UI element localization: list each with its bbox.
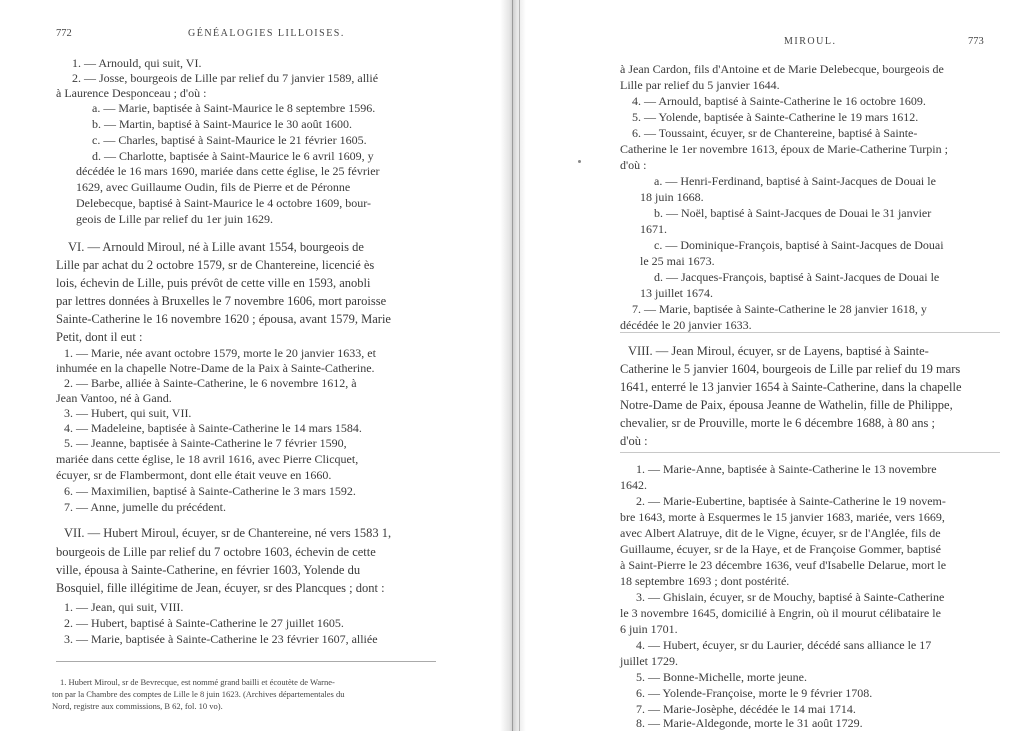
text-line: geois de Lille par relief du 1er juin 1629.: [76, 212, 273, 226]
text-line: 18 juin 1668.: [640, 190, 704, 204]
text-line: à Saint-Pierre le 23 décembre 1636, veuf d'Isabelle Delarue, mort le: [620, 558, 947, 572]
text-line: bre 1643, morte à Esquermes le 15 janvier 1683, mariée, vers 1669,: [620, 510, 945, 524]
text-line: Guillaume, écuyer, sr de la Haye, et de Françoise Gommer, baptisé: [620, 542, 941, 556]
text-line: 3. — Ghislain, écuyer, sr de Mouchy, baptisé à Sainte-Catherine: [636, 590, 945, 604]
text-line: juillet 1729.: [620, 654, 678, 668]
left-page: [0, 0, 508, 731]
text-line: à Jean Cardon, fils d'Antoine et de Marie Delebecque, bourgeois de: [620, 62, 944, 76]
text-line: 4. — Madeleine, baptisée à Sainte-Catherine le 14 mars 1584.: [64, 421, 362, 435]
page-speck: [578, 160, 581, 163]
text-line: écuyer, sr de Flambermont, dont elle était veuve en 1660.: [56, 468, 332, 482]
text-line: d. — Charlotte, baptisée à Saint-Maurice le 6 avril 1609, y: [92, 149, 374, 163]
text-line: 8. — Marie-Aldegonde, morte le 31 août 1729.: [636, 716, 863, 730]
text-line: 6 juin 1701.: [620, 622, 678, 636]
text-line: 2. — Hubert, baptisé à Sainte-Catherine le 27 juillet 1605.: [64, 616, 344, 630]
text-line: 5. — Bonne-Michelle, morte jeune.: [636, 670, 807, 684]
running-head-left: GÉNÉALOGIES LILLOISES.: [188, 28, 345, 39]
text-line: décédée le 16 mars 1690, mariée dans cette église, le 25 février: [76, 164, 380, 178]
text-line: b. — Martin, baptisé à Saint-Maurice le 30 août 1600.: [92, 117, 352, 131]
text-line: Sainte-Catherine le 16 novembre 1620 ; épousa, avant 1579, Marie: [56, 312, 391, 326]
text-line: 3. — Marie, baptisée à Sainte-Catherine le 23 février 1607, alliée: [64, 632, 378, 646]
text-line: 4. — Arnould, baptisé à Sainte-Catherine le 16 octobre 1609.: [632, 94, 926, 108]
text-line: 6. — Maximilien, baptisé à Sainte-Catherine le 3 mars 1592.: [64, 484, 356, 498]
text-line: 13 juillet 1674.: [640, 286, 713, 300]
text-line: c. — Dominique-François, baptisé à Saint-Jacques de Douai: [654, 238, 944, 252]
text-line: VIII. — Jean Miroul, écuyer, sr de Layens, baptisé à Sainte-: [628, 344, 929, 358]
text-line: 18 septembre 1693 ; dont postérité.: [620, 574, 790, 588]
text-line: a. — Marie, baptisée à Saint-Maurice le 8 septembre 1596.: [92, 101, 376, 115]
text-line: Notre-Dame de Paix, épousa Jeanne de Wathelin, fille de Philippe,: [620, 398, 953, 412]
text-line: VII. — Hubert Miroul, écuyer, sr de Chantereine, né vers 1583 1,: [64, 526, 392, 540]
text-line: Jean Vantoo, né à Gand.: [56, 391, 172, 405]
text-line: 5. — Jeanne, baptisée à Sainte-Catherine le 7 février 1590,: [64, 436, 347, 450]
text-line: avec Albert Alatruye, dit de le Vigne, écuyer, sr de l'Anglée, fils de: [620, 526, 941, 540]
text-line: d. — Jacques-François, baptisé à Saint-Jacques de Douai le: [654, 270, 940, 284]
text-line: 7. — Anne, jumelle du précédent.: [64, 500, 226, 514]
text-line: 7. — Marie, baptisée à Sainte-Catherine le 28 janvier 1618, y: [632, 302, 927, 316]
text-line: Catherine le 5 janvier 1604, bourgeois de Lille par relief du 19 mars: [620, 362, 961, 376]
footnote-line: ton par la Chambre des comptes de Lille le 8 juin 1623. (Archives départementales du: [52, 689, 345, 699]
text-line: VI. — Arnould Miroul, né à Lille avant 1554, bourgeois de: [68, 240, 364, 254]
text-line: inhumée en la chapelle Notre-Dame de la Paix à Sainte-Catherine.: [56, 361, 375, 375]
text-line: 1. — Arnould, qui suit, VI.: [72, 56, 202, 70]
text-line: par lettres données à Bruxelles le 7 novembre 1606, mort paroisse: [56, 294, 387, 308]
text-line: 2. — Marie-Eubertine, baptisée à Sainte-Catherine le 19 novem-: [636, 494, 946, 508]
right-page: [516, 0, 1024, 731]
gutter-fold-line: [512, 0, 513, 731]
text-line: 1642.: [620, 478, 647, 492]
text-line: 2. — Josse, bourgeois de Lille par relief du 7 janvier 1589, allié: [72, 71, 379, 85]
text-line: à Laurence Desponceau ; d'où :: [56, 86, 207, 100]
text-line: d'où :: [620, 158, 647, 172]
text-line: 3. — Hubert, qui suit, VII.: [64, 406, 192, 420]
text-line: Lille par achat du 2 octobre 1579, sr de Chantereine, licencié ès: [56, 258, 375, 272]
text-line: ville, épousa à Sainte-Catherine, en février 1603, Yolende du: [56, 563, 361, 577]
text-line: chevalier, sr de Prouville, morte le 6 décembre 1688, à 80 ans ;: [620, 416, 936, 430]
text-line: décédée le 20 janvier 1633.: [620, 318, 752, 332]
text-line: 1. — Marie, née avant octobre 1579, morte le 20 janvier 1633, et: [64, 346, 376, 360]
running-head-right: MIROUL.: [784, 36, 837, 47]
page-number-right: 773: [968, 36, 984, 47]
text-line: b. — Noël, baptisé à Saint-Jacques de Douai le 31 janvier: [654, 206, 932, 220]
text-line: le 3 novembre 1645, domicilié à Engrin, où il mourut célibataire le: [620, 606, 941, 620]
text-line: 2. — Barbe, alliée à Sainte-Catherine, le 6 novembre 1612, à: [64, 376, 357, 390]
text-line: le 25 mai 1673.: [640, 254, 715, 268]
text-line: 1. — Marie-Anne, baptisée à Sainte-Catherine le 13 novembre: [636, 462, 937, 476]
text-line: bourgeois de Lille par relief du 7 octobre 1603, échevin de cette: [56, 545, 376, 559]
text-line: 1629, avec Guillaume Oudin, fils de Pierre et de Péronne: [76, 180, 351, 194]
text-line: c. — Charles, baptisé à Saint-Maurice le 21 février 1605.: [92, 133, 367, 147]
page-number-left: 772: [56, 28, 72, 39]
text-line: 4. — Hubert, écuyer, sr du Laurier, décédé sans alliance le 17: [636, 638, 932, 652]
footnote-line: 1. Hubert Miroul, sr de Bevrecque, est nommé grand bailli et écoutète de Warne-: [60, 677, 335, 687]
text-line: Delebecque, baptisé à Saint-Maurice le 4 octobre 1609, bour-: [76, 196, 371, 210]
footnote-separator: [56, 661, 436, 662]
text-line: Petit, dont il eut :: [56, 330, 143, 344]
text-line: 1671.: [640, 222, 667, 236]
text-line: 1641, enterré le 13 janvier 1654 à Sainte-Catherine, dans la chapelle: [620, 380, 962, 394]
section-separator: [620, 332, 1000, 333]
text-line: Catherine le 1er novembre 1613, époux de Marie-Catherine Turpin ;: [620, 142, 948, 156]
text-line: 7. — Marie-Josèphe, décédée le 14 mai 1714.: [636, 702, 856, 716]
text-line: Lille par relief du 5 janvier 1644.: [620, 78, 780, 92]
text-line: Bosquiel, fille illégitime de Jean, écuyer, sr des Plancques ; dont :: [56, 581, 385, 595]
text-line: 1. — Jean, qui suit, VIII.: [64, 600, 184, 614]
footnote-line: Nord, registre aux commissions, B 62, fol. 10 vo).: [52, 701, 223, 711]
text-line: 6. — Toussaint, écuyer, sr de Chantereine, baptisé à Sainte-: [632, 126, 918, 140]
section-separator: [620, 452, 1000, 453]
text-line: 6. — Yolende-Françoise, morte le 9 février 1708.: [636, 686, 873, 700]
text-line: d'où :: [620, 434, 648, 448]
text-line: 5. — Yolende, baptisée à Sainte-Catherine le 19 mars 1612.: [632, 110, 919, 124]
text-line: lois, échevin de Lille, puis prévôt de cette ville en 1593, anobli: [56, 276, 371, 290]
text-line: a. — Henri-Ferdinand, baptisé à Saint-Jacques de Douai le: [654, 174, 936, 188]
text-line: mariée dans cette église, le 18 avril 1616, avec Pierre Clicquet,: [56, 452, 359, 466]
